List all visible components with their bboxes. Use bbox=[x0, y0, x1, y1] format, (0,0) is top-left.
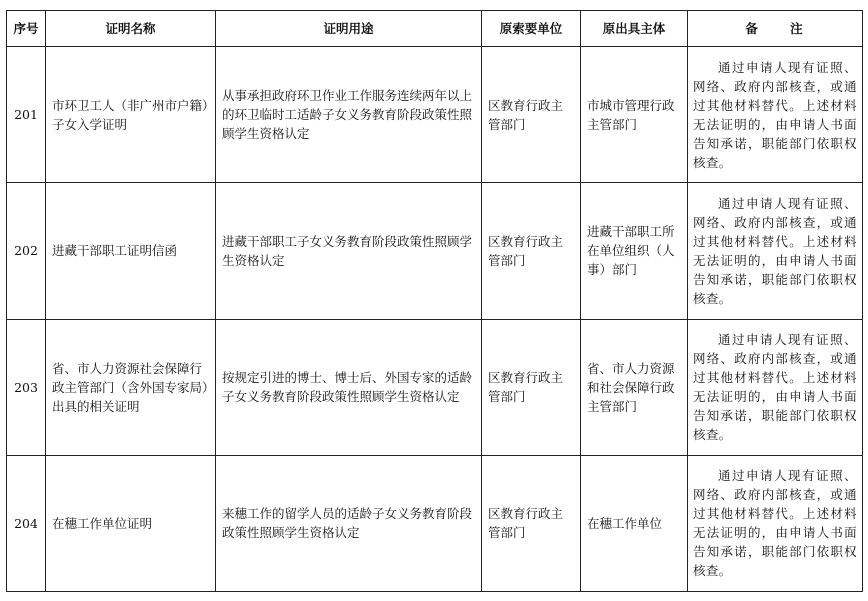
header-name: 证明名称 bbox=[46, 11, 216, 47]
row-name: 在穗工作单位证明 bbox=[46, 455, 216, 591]
row-note-cell bbox=[688, 455, 863, 591]
table-header-row bbox=[7, 11, 863, 47]
row-note-cell bbox=[688, 47, 863, 183]
header-requester: 原索要单位 bbox=[482, 11, 581, 47]
row-requester: 区教育行政主管部门 bbox=[482, 183, 581, 319]
row-seq: 204 bbox=[7, 455, 46, 591]
row-seq: 203 bbox=[7, 319, 46, 455]
row-issuer: 进藏干部职工所在单位组织（人事）部门 bbox=[581, 183, 688, 319]
row-purpose: 从事承担政府环卫作业工作服务连续两年以上的环卫临时工适龄子女义务教育阶段政策性照顾学生资格认定 bbox=[216, 47, 482, 183]
row-purpose: 来穗工作的留学人员的适龄子女义务教育阶段政策性照顾学生资格认定 bbox=[216, 455, 482, 591]
table-row bbox=[7, 47, 863, 183]
header-purpose: 证明用途 bbox=[216, 11, 482, 47]
row-name: 省、市人力资源社会保障行政主管部门（含外国专家局）出具的相关证明 bbox=[46, 319, 216, 455]
row-note-cell bbox=[688, 183, 863, 319]
row-note: 通过申请人现有证照、网络、政府内部核查，或通过其他材料替代。上述材料无法证明的，由申请人书面告知承诺，职能部门依职权核查。 bbox=[693, 59, 857, 170]
header-seq: 序号 bbox=[7, 11, 46, 47]
row-seq: 202 bbox=[7, 183, 46, 319]
row-seq: 201 bbox=[7, 47, 46, 183]
row-issuer: 市城市管理行政主管部门 bbox=[581, 47, 688, 183]
row-requester: 区教育行政主管部门 bbox=[482, 47, 581, 183]
header-note: 备 注 bbox=[688, 11, 863, 47]
certificate-table bbox=[6, 10, 863, 592]
table-row bbox=[7, 319, 863, 455]
table-row bbox=[7, 455, 863, 591]
row-name: 市环卫工人（非广州市户籍）子女入学证明 bbox=[46, 47, 216, 183]
row-requester: 区教育行政主管部门 bbox=[482, 455, 581, 591]
row-purpose: 进藏干部职工子女义务教育阶段政策性照顾学生资格认定 bbox=[216, 183, 482, 319]
row-note: 通过申请人现有证照、网络、政府内部核查，或通过其他材料替代。上述材料无法证明的，由申请人书面告知承诺，职能部门依职权核查。 bbox=[693, 195, 857, 306]
row-requester: 区教育行政主管部门 bbox=[482, 319, 581, 455]
row-note: 通过申请人现有证照、网络、政府内部核查，或通过其他材料替代。上述材料无法证明的，由申请人书面告知承诺，职能部门依职权核查。 bbox=[693, 332, 857, 443]
row-note: 通过申请人现有证照、网络、政府内部核查，或通过其他材料替代。上述材料无法证明的，由申请人书面告知承诺，职能部门依职权核查。 bbox=[693, 468, 857, 579]
row-issuer: 省、市人力资源和社会保障行政主管部门 bbox=[581, 319, 688, 455]
row-note-cell bbox=[688, 319, 863, 455]
row-name: 进藏干部职工证明信函 bbox=[46, 183, 216, 319]
table-row bbox=[7, 183, 863, 319]
row-purpose: 按规定引进的博士、博士后、外国专家的适龄子女义务教育阶段政策性照顾学生资格认定 bbox=[216, 319, 482, 455]
row-issuer: 在穗工作单位 bbox=[581, 455, 688, 591]
header-issuer: 原出具主体 bbox=[581, 11, 688, 47]
